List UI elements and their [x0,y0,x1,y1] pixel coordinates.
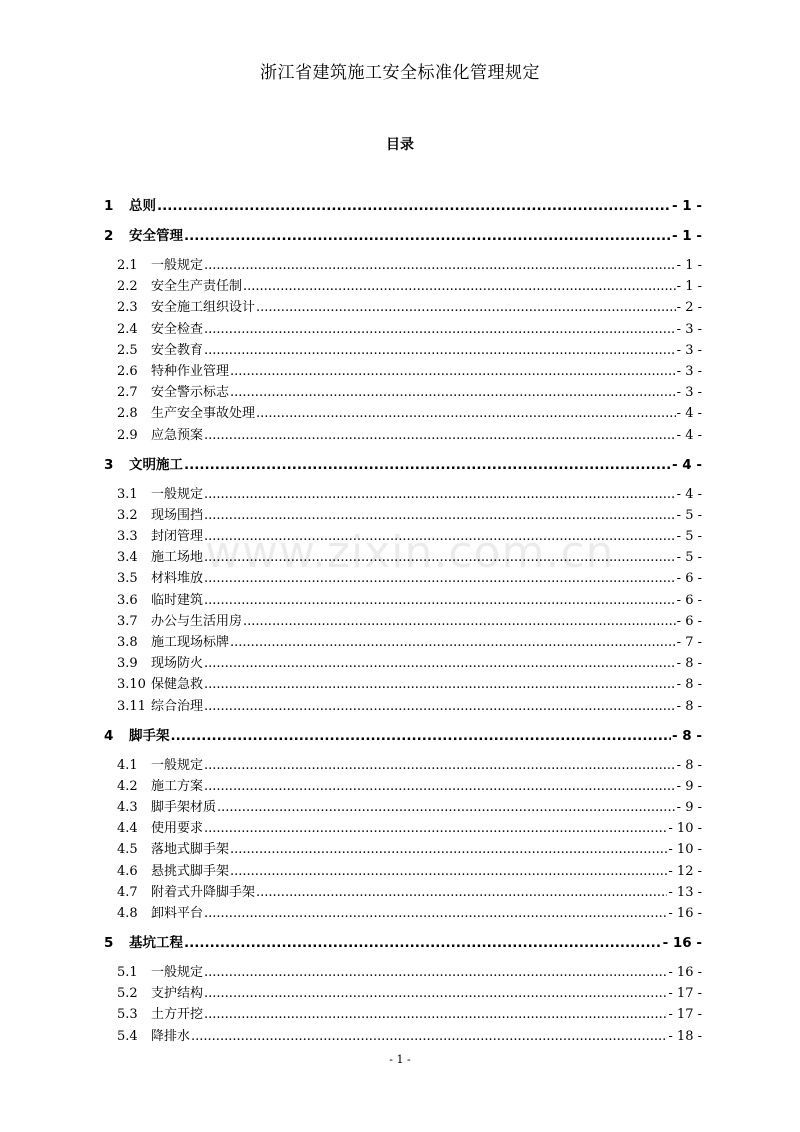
toc-entry-page: - 5 - [676,529,702,544]
toc-entry-page: - 4 - [676,427,702,443]
toc-entry[interactable] [104,224,702,244]
toc-entry-page: - 9 - [676,778,702,794]
toc-entry-title: 封闭管理 [151,529,204,544]
toc-entry[interactable] [117,339,702,358]
toc-entry-title: 施工场地 [151,550,204,566]
toc-entry-number: 4 [104,727,114,744]
toc-entry-number: 2 [104,228,114,244]
toc-entry-title: 安全管理 [129,228,183,244]
toc-entry-page: - 8 - [672,727,702,744]
toc-entry-title: 综合治理 [151,698,204,714]
toc-entry-page: - 17 - [668,986,702,1002]
toc-entry[interactable] [117,546,702,565]
toc-entry[interactable] [104,931,702,951]
toc-dot-leader [204,343,676,358]
toc-entry-number: 5.4 [117,1028,138,1044]
toc-dot-leader [204,428,676,443]
toc-entry-page: - 18 - [668,1028,702,1044]
toc-entry-page: - 16 - [668,965,702,980]
toc-entry-page: - 1 - [676,279,702,295]
toc-entry-page: - 1 - [676,258,702,273]
toc-dot-leader [230,385,676,400]
toc-entry-number: 4.3 [117,800,138,815]
toc-entry-page: - 6 - [676,571,702,587]
toc-dot-leader [184,457,671,473]
toc-dot-leader [217,800,676,815]
toc-entry-page: - 6 - [676,613,702,629]
toc-entry-page: - 5 - [676,550,702,566]
toc-dot-leader [230,864,667,879]
toc-entry-page: - 16 - [662,935,702,951]
toc-entry-title: 安全检查 [151,321,204,337]
toc-entry-title: 悬挑式脚手架 [151,863,230,879]
toc-entry[interactable] [117,589,702,608]
toc-entry-number: 4.4 [117,821,138,837]
toc-entry[interactable] [117,381,702,400]
toc-dot-leader [204,571,676,586]
toc-dot-leader [230,842,667,857]
toc-entry-title: 基坑工程 [129,935,183,951]
toc-entry-title: 一般规定 [151,965,204,980]
toc-entry-number: 3 [104,456,114,473]
toc-entry-number: 2.5 [117,342,138,358]
toc-entry[interactable] [104,453,702,473]
toc-entry-page: - 8 - [676,656,702,672]
toc-entry-title: 安全教育 [151,342,204,358]
toc-entry-page: - 10 - [668,842,702,858]
toc-entry[interactable] [117,796,702,815]
toc-entry[interactable] [104,194,702,214]
toc-entry-page: - 3 - [676,342,702,358]
toc-entry-page: - 17 - [668,1007,702,1023]
toc-entry-number: 2.6 [117,364,138,379]
toc-dot-leader [230,635,676,650]
toc-entry[interactable] [117,504,702,523]
toc-entry-number: 2.8 [117,406,138,422]
toc-dot-leader [204,758,676,773]
toc-dot-leader [171,728,672,744]
toc-dot-leader [243,279,676,294]
toc-entry-title: 特种作业管理 [151,364,230,379]
toc-entry-title: 现场防火 [151,656,204,672]
toc-entry-title: 卸料平台 [151,906,204,921]
toc-entry-page: - 5 - [676,507,702,523]
toc-entry[interactable] [117,838,702,857]
toc-entry[interactable] [117,860,702,879]
toc-entry-number: 2.4 [117,321,138,337]
toc-entry[interactable] [117,567,702,586]
toc-dot-leader [204,906,667,921]
toc-dot-leader [204,258,676,273]
toc-entry-title: 现场围挡 [151,507,204,523]
toc-entry-number: 4.5 [117,842,138,858]
toc-entry-title: 一般规定 [151,486,204,502]
toc-entry-page: - 1 - [672,198,702,214]
toc-dot-leader [204,593,676,608]
page-number: - 1 - [389,1053,411,1066]
toc-entry[interactable] [117,402,702,421]
toc-entry-title: 脚手架材质 [151,800,217,815]
toc-entry[interactable] [117,754,702,773]
toc-entry-number: 3.8 [117,635,138,650]
toc-entry-page: - 16 - [668,906,702,921]
toc-dot-leader [204,677,676,692]
toc-entry[interactable] [117,881,702,900]
toc-entry-title: 支护结构 [151,986,204,1002]
toc-entry-number: 3.4 [117,550,138,566]
toc-dot-leader [157,198,671,214]
toc-entry-page: - 8 - [676,698,702,714]
toc-entry-page: - 8 - [676,677,702,693]
toc-dot-leader [256,885,667,900]
toc-dot-leader [204,550,676,565]
toc-entry-page: - 8 - [676,757,702,773]
toc-entry-page: - 2 - [676,300,702,316]
toc-entry-number: 4.7 [117,884,138,900]
toc-dot-leader [204,965,667,980]
toc-entry-number: 3.10 [117,677,146,693]
document-title: 浙江省建筑施工安全标准化管理规定 [260,63,540,83]
toc-entry-page: - 1 - [672,228,702,244]
toc-dot-leader [204,821,667,836]
toc-entry-page: - 12 - [668,863,702,879]
toc-entry-title: 施工现场标牌 [151,635,230,650]
toc-entry[interactable] [117,424,702,443]
toc-entry-number: 4.8 [117,906,138,921]
toc-entry-page: - 6 - [676,592,702,608]
toc-entry[interactable] [117,610,702,629]
toc-dot-leader [256,406,676,421]
toc-entry[interactable] [117,775,702,794]
toc-dot-leader [184,228,671,244]
toc-entry-title: 安全生产责任制 [151,279,243,295]
toc-entry-page: - 4 - [672,456,702,473]
toc-entry[interactable] [117,961,702,980]
toc-entry-title: 一般规定 [151,258,204,273]
toc-entry-number: 3.3 [117,529,138,544]
toc-entry-title: 办公与生活用房 [151,613,243,629]
toc-entry-title: 落地式脚手架 [151,842,230,858]
toc-entry[interactable] [117,483,702,502]
toc-entry-title: 生产安全事故处理 [151,406,256,422]
toc-entry-title: 应急预案 [151,427,204,443]
toc-entry[interactable] [117,296,702,315]
toc-entry[interactable] [117,275,702,294]
toc-entry-title: 使用要求 [151,821,204,837]
toc-entry[interactable] [117,360,702,379]
toc-entry-number: 2.9 [117,427,138,443]
toc-entry[interactable] [117,652,702,671]
toc-entry-number: 1 [104,198,114,214]
toc-entry-title: 脚手架 [129,727,170,744]
toc-entry-title: 临时建筑 [151,592,204,608]
toc-entry-title: 附着式升降脚手架 [151,884,256,900]
toc-entry[interactable] [117,254,702,273]
toc-entry-title: 材料堆放 [151,571,204,587]
toc-dot-leader [204,487,676,502]
toc-entry-number: 3.11 [117,698,146,714]
toc-dot-leader [230,364,676,379]
toc-dot-leader [191,1029,667,1044]
toc-heading: 目录 [386,137,414,153]
toc-dot-leader [184,935,662,951]
toc-entry-page: - 10 - [668,821,702,837]
toc-entry[interactable] [117,817,702,836]
toc-entry-number: 2.2 [117,279,138,295]
toc-entry-number: 2.7 [117,385,138,401]
toc-entry[interactable] [117,902,702,921]
toc-dot-leader [204,529,676,544]
toc-entry-number: 2.1 [117,258,138,273]
toc-entry-number: 3.7 [117,613,138,629]
toc-entry-page: - 4 - [676,486,702,502]
toc-entry[interactable] [117,673,702,692]
toc-entry-page: - 9 - [676,800,702,815]
toc-entry-title: 一般规定 [151,757,204,773]
toc-entry[interactable] [117,1003,702,1022]
toc-entry-page: - 3 - [676,321,702,337]
toc-dot-leader [243,614,676,629]
toc-entry-number: 3.9 [117,656,138,672]
toc-entry[interactable] [117,318,702,337]
toc-entry[interactable] [117,1025,702,1044]
toc-entry-title: 安全施工组织设计 [151,300,256,316]
toc-entry[interactable] [117,525,702,544]
toc-entry-number: 2.3 [117,300,138,316]
toc-entry[interactable] [117,982,702,1001]
toc-entry-number: 5.2 [117,986,138,1002]
toc-entry[interactable] [117,695,702,714]
toc-entry-title: 降排水 [151,1028,191,1044]
toc-entry-title: 保健急救 [151,677,204,693]
toc-dot-leader [256,300,676,315]
toc-entry-page: - 4 - [676,406,702,422]
toc-entry-number: 5 [104,935,114,951]
toc-dot-leader [204,656,676,671]
toc-dot-leader [204,322,676,337]
toc-dot-leader [204,699,676,714]
toc-entry-number: 5.1 [117,965,138,980]
toc-entry-number: 5.3 [117,1007,138,1023]
toc-entry-number: 3.5 [117,571,138,587]
toc-entry-number: 3.6 [117,592,138,608]
toc-entry-number: 4.6 [117,863,138,879]
toc-entry-page: - 3 - [676,364,702,379]
toc-entry-title: 施工方案 [151,778,204,794]
toc-dot-leader [204,986,667,1001]
toc-entry[interactable] [104,724,702,744]
toc-entry[interactable] [117,631,702,650]
toc-entry-page: - 3 - [676,385,702,401]
toc-entry-title: 安全警示标志 [151,385,230,401]
toc-dot-leader [204,508,676,523]
toc-entry-number: 4.2 [117,778,138,794]
toc-entry-title: 总则 [129,198,156,214]
toc-entry-page: - 13 - [668,884,702,900]
toc-entry-title: 土方开挖 [151,1007,204,1023]
toc-dot-leader [204,779,676,794]
toc-dot-leader [204,1007,667,1022]
toc-entry-number: 4.1 [117,757,138,773]
toc-entry-title: 文明施工 [129,456,183,473]
toc-entry-number: 3.1 [117,486,138,502]
toc-entry-number: 3.2 [117,507,138,523]
watermark: www.zixin.com.cn [205,527,615,578]
toc-entry-page: - 7 - [676,635,702,650]
